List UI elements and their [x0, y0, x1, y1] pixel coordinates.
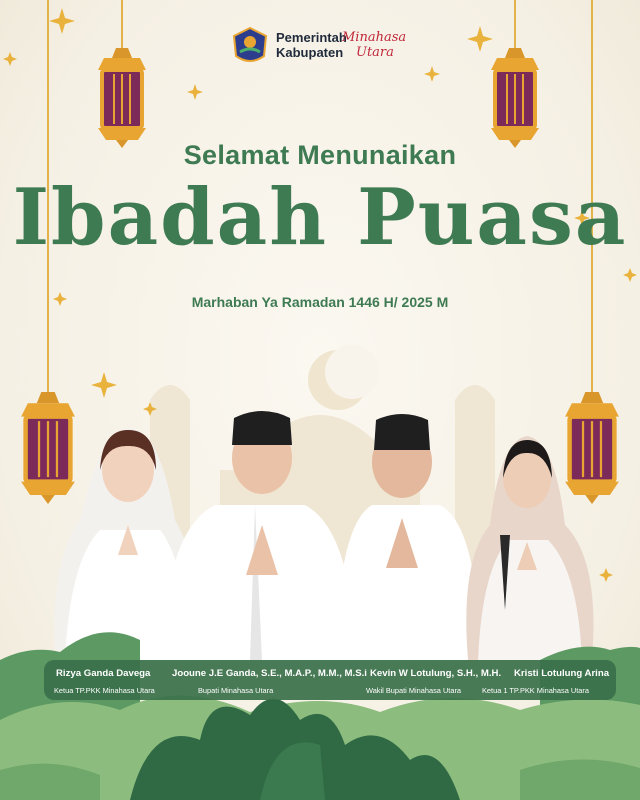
star-icon [424, 66, 440, 82]
person-3-role: Wakil Bupati Minahasa Utara [366, 686, 462, 695]
names-bar [44, 660, 616, 700]
star-icon [599, 568, 613, 582]
person-4-name: Kristi Lotulung Arina [514, 668, 610, 679]
subtitle-text: Marhaban Ya Ramadan 1446 H/ 2025 M [191, 294, 449, 310]
greeting-text: Selamat Menunaikan [183, 140, 457, 170]
lantern-icon [491, 48, 539, 148]
government-crest-icon [230, 26, 270, 66]
crescent-moon-icon [308, 345, 379, 410]
star-icon [3, 52, 17, 66]
star-icon [91, 372, 117, 398]
lantern-icon [21, 392, 75, 504]
star-icon [49, 8, 75, 34]
government-logo [230, 24, 430, 68]
star-icon [187, 84, 203, 100]
logo-script-text: Minahasa Utara [342, 30, 407, 60]
star-icon [467, 26, 493, 52]
person-3-name: Kevin W Lotulung, S.H., M.H. [370, 668, 502, 679]
person-4-role: Ketua 1 TP.PKK Minahasa Utara [482, 686, 589, 695]
main-title: Ibadah Puasa [12, 172, 628, 263]
lantern-icon [98, 48, 146, 148]
person-2-role: Bupati Minahasa Utara [198, 686, 274, 695]
star-icon [623, 268, 637, 282]
person-2-name: Jooune J.E Ganda, S.E., M.A.P., M.M., M.S.i [172, 668, 367, 679]
lantern-icon [565, 392, 619, 504]
person-1-role: Ketua TP.PKK Minahasa Utara [54, 686, 155, 695]
person-1-name: Rizya Ganda Davega [56, 668, 151, 679]
logo-text: Pemerintah Kabupaten [276, 30, 347, 60]
